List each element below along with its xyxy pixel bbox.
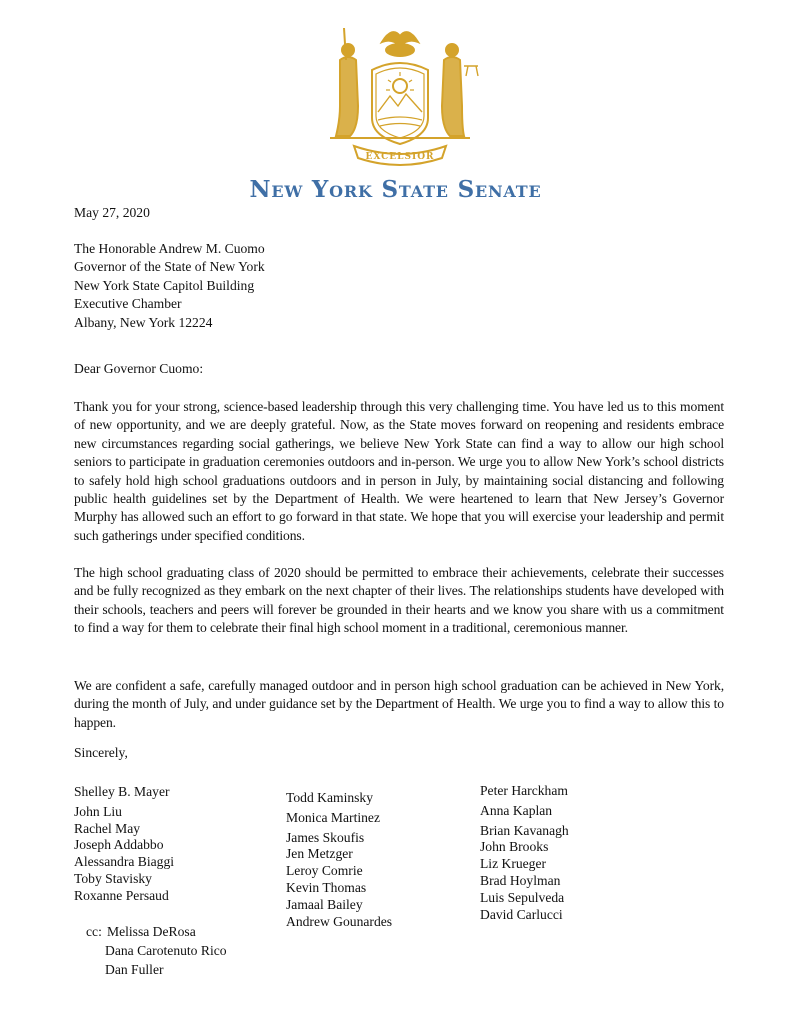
signatory-name: Kevin Thomas xyxy=(286,879,367,895)
cc-name: Melissa DeRosa xyxy=(107,924,196,939)
signatory-name: Todd Kaminsky xyxy=(286,790,374,805)
recipient-line: Albany, New York 12224 xyxy=(74,314,213,330)
salutation: Dear Governor Cuomo: xyxy=(74,361,204,376)
signatory-name: Alessandra Biaggi xyxy=(74,854,175,870)
signatory-name: Andrew Gounardes xyxy=(286,913,393,929)
letter-date: May 27, 2020 xyxy=(74,205,150,220)
closing: Sincerely, xyxy=(74,745,128,760)
signatory-column xyxy=(480,783,569,923)
signatory-column xyxy=(286,790,392,930)
signatory-name: Anna Kaplan xyxy=(480,802,553,818)
signatory-name: Leroy Comrie xyxy=(286,863,363,879)
svg-text:EXCELSIOR: EXCELSIOR xyxy=(365,152,435,162)
signatory-column xyxy=(74,784,174,905)
recipient-address xyxy=(74,240,724,332)
signatory-name: Jamaal Bailey xyxy=(286,896,363,912)
letterhead-title: New York State Senate xyxy=(249,176,542,203)
signatory-name: Monica Martinez xyxy=(286,809,380,825)
signatory-name: James Skoufis xyxy=(286,829,365,845)
cc-block xyxy=(86,922,227,979)
signatory-name: John Liu xyxy=(74,803,122,819)
signatory-name: David Carlucci xyxy=(480,906,563,922)
recipient-line: Executive Chamber xyxy=(74,296,182,312)
signatory-name: Toby Stavisky xyxy=(74,870,152,886)
signatory-name: Liz Krueger xyxy=(480,856,547,872)
signatory-name: Peter Harckham xyxy=(480,783,568,798)
new-york-state-seal xyxy=(310,20,490,168)
signatory-name: Jen Metzger xyxy=(286,846,353,862)
signatory-name: John Brooks xyxy=(480,839,549,855)
cc-name: Dan Fuller xyxy=(105,962,164,977)
cc-name: Dana Carotenuto Rico xyxy=(105,943,227,958)
signatory-name: Rachel May xyxy=(74,820,141,836)
signatory-name: Roxanne Persaud xyxy=(74,887,169,903)
signatory-name: Brian Kavanagh xyxy=(480,822,569,838)
recipient-line: Governor of the State of New York xyxy=(74,259,265,275)
cc-label: cc: xyxy=(86,924,102,939)
recipient-line: The Honorable Andrew M. Cuomo xyxy=(74,241,265,256)
signatory-name: Brad Hoylman xyxy=(480,872,561,888)
body-paragraph: The high school graduating class of 2020 should be permitted to embrace their achievements, celebrate their successes and be fully recognized as they embark on the next chapter of their lives. The relationships students have developed with their schools, teachers and peers will forever be grounded in their hearts and we know you share with us a commitment to find a way for them to celebrate their final high school moment in a traditional, ceremonious manner. xyxy=(74,565,724,636)
signatory-name: Joseph Addabbo xyxy=(74,837,164,853)
recipient-line: New York State Capitol Building xyxy=(74,277,255,293)
signatory-name: Shelley B. Mayer xyxy=(74,784,170,799)
body-paragraph: We are confident a safe, carefully managed outdoor and in person high school graduation can be achieved in New York, during the month of July, and under guidance set by the Department of Health. We urge you to find a way to allow this to happen. xyxy=(74,678,724,730)
body-paragraph: Thank you for your strong, science-based leadership through this very challenging time. You have led us to this moment of new opportunity, and we are deeply grateful. Now, as the State moves forward on reopening and residents embrace new circumstances regarding social gatherings, we believe New York State can find a way to allow our high school seniors to participate in graduation ceremonies outdoors and in-person. We urge you to allow New York’s school districts to safely hold high school graduations outdoors and in person in July, by maintaining social distancing and following public health guidelines set by the Department of Health. We were heartened to learn that New Jersey’s Governor Murphy has allowed such an effort to go forward in that state. We hope that you will exercise your leadership and permit such gatherings under specified conditions. xyxy=(74,399,724,543)
signatory-name: Luis Sepulveda xyxy=(480,889,565,905)
